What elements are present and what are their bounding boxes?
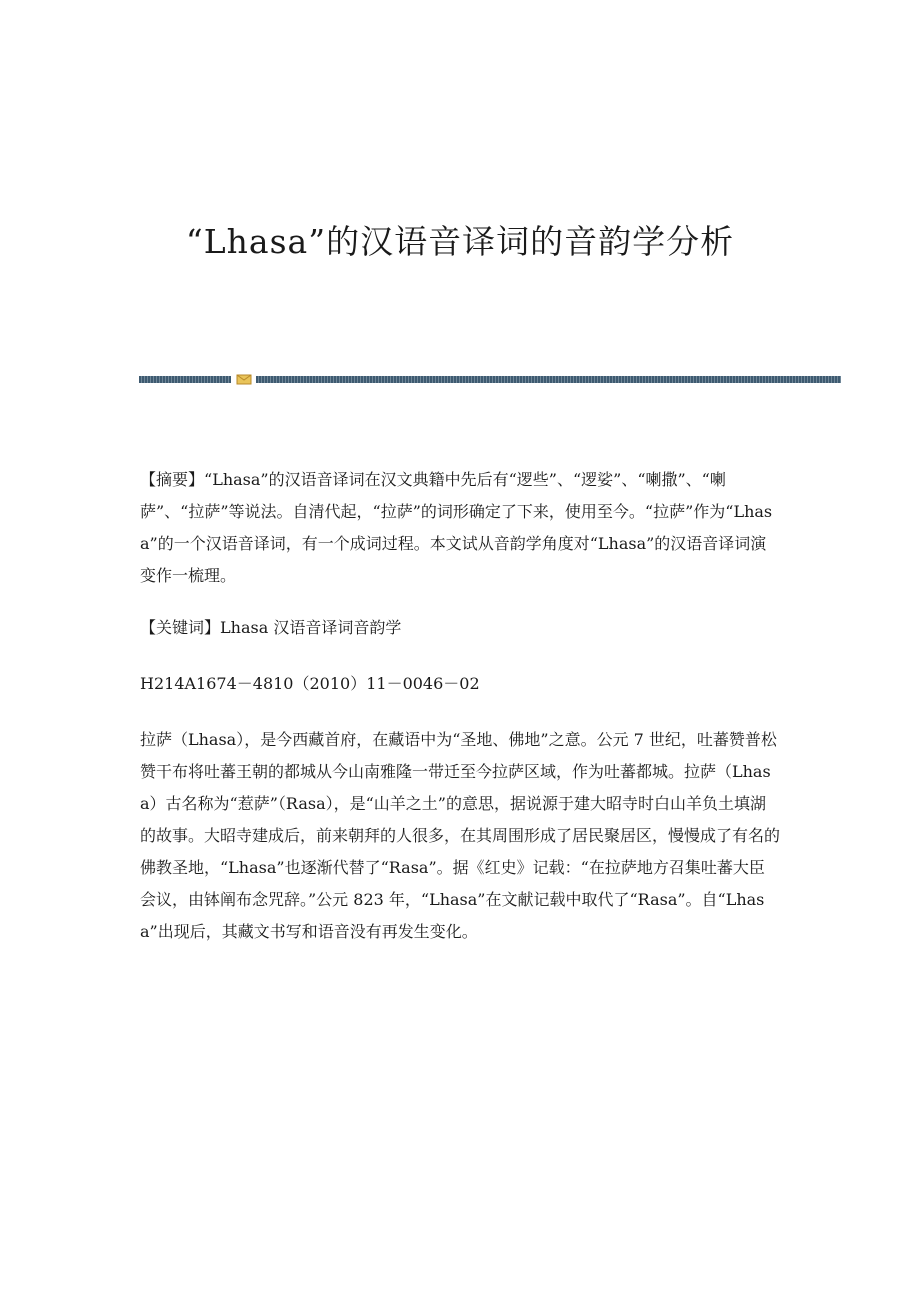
divider-bar-left [139,376,231,383]
divider-bar-right [256,376,841,383]
keywords-label: 【关键词】 [140,618,221,637]
keywords-paragraph [140,612,780,644]
abstract-label: 【摘要】 [140,470,205,489]
article-body [140,464,780,968]
body-paragraph: 拉萨（Lhasa），是今西藏首府，在藏语中为“圣地、佛地”之意。公元 7 世纪，吐蕃赞普松赞干布将吐蕃王朝的都城从今山南雅隆一带迁至今拉萨区域，作为吐蕃都城。拉萨（Lhasa）古名称为“惹萨”（Rasa），是“山羊之土”的意思，据说源于建大昭寺时白山羊负土填湖的故事。大昭寺建成后，前来朝拜的人很多，在其周围形成了居民聚居区，慢慢成了有名的佛教圣地，“Lhasa”也逐渐代替了“Rasa”。据《红史》记载：“在拉萨地方召集吐蕃大臣会议，由钵阐布念咒辞。”公元 823 年，“Lhasa”在文献记载中取代了“Rasa”。自“Lhasa”出现后，其藏文书写和语音没有再发生变化。 [140,730,781,941]
envelope-ornament-icon [236,373,252,385]
keywords-text: Lhasa 汉语音译词音韵学 [220,618,402,637]
title-divider [139,373,841,385]
classification-code: H214A1674－4810（2010）11－0046－02 [140,674,480,693]
abstract-text: “Lhasa”的汉语音译词在汉文典籍中先后有“逻些”、“逻娑”、“喇撒”、“喇萨”、“拉萨”等说法。自清代起，“拉萨”的词形确定了下来，使用至今。“拉萨”作为“Lhasa”的一个汉语音译词，有一个成词过程。本文试从音韵学角度对“Lhasa”的汉语音译词演变作一梳理。 [140,470,773,585]
abstract-paragraph [140,464,780,592]
page-title: “Lhasa”的汉语音译词的音韵学分析 [185,222,735,261]
